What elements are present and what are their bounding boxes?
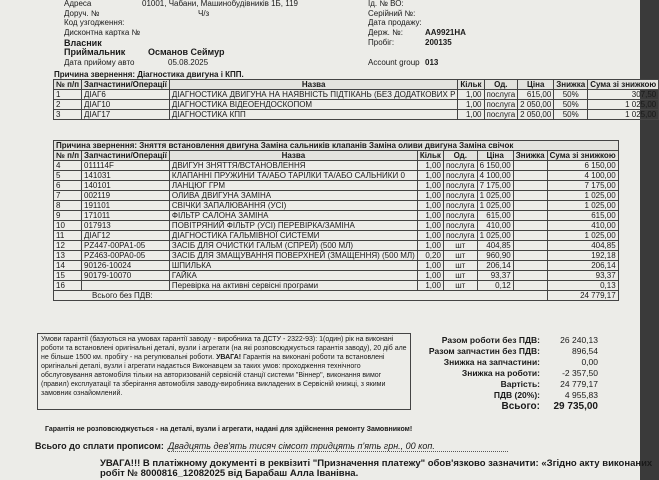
row-name: ОЛИВА ДВИГУНА ЗАМІНА (169, 191, 417, 201)
row-qty: 1,00 (417, 201, 443, 211)
row-discount (513, 231, 547, 241)
row-code: 017913 (82, 221, 170, 231)
row-price: 7 175,00 (477, 181, 513, 191)
row-discount: 50% (554, 90, 588, 100)
row-sum: 206,14 (547, 261, 618, 271)
row-discount (513, 171, 547, 181)
row-discount (513, 161, 547, 171)
row-sum: 615,00 (547, 211, 618, 221)
totals-value: 24 779,17 (560, 379, 598, 389)
sale-date-label: Дата продажу: (368, 18, 422, 27)
totals-value: 29 735,00 (553, 401, 598, 412)
row-qty: 1,00 (458, 90, 484, 100)
row-sum: 93,37 (547, 271, 618, 281)
table-row (54, 181, 619, 191)
total-in-words-label: Всього до сплати прописом: (35, 441, 164, 451)
address-label: Адреса (64, 0, 92, 8)
row-number: 9 (54, 211, 82, 221)
row-sum: 1 025,00 (547, 201, 618, 211)
totals-row (412, 402, 600, 413)
section1-reason: Причина звернення: Діагностика двигуна і КПП. (54, 70, 244, 79)
row-qty: 1,00 (417, 181, 443, 191)
row-name: ДІАГНОСТИКА ГАЛЬМІВНОЇ СИСТЕМИ (169, 231, 417, 241)
row-sum: 7 175,00 (547, 181, 618, 191)
row-code: PZ447-00PA1-05 (82, 241, 170, 251)
attention-line-1: УВАГА!!! В платіжному документі в реквізиті "Призначення платежу" обов'язково зазначити: «Згідно акту виконаних (100, 458, 653, 469)
account-group-label: Account group (368, 58, 420, 67)
row-qty: 1,00 (417, 191, 443, 201)
row-discount (513, 221, 547, 231)
owner-label: Власник (64, 38, 102, 48)
contract-label: Доруч. № (64, 9, 100, 18)
row-number: 2 (54, 100, 82, 110)
table-row (54, 261, 619, 271)
row-discount (513, 201, 547, 211)
totals-value: 0,00 (581, 357, 598, 367)
row-unit: послуга (443, 181, 477, 191)
table-row (54, 241, 619, 251)
row-number: 15 (54, 271, 82, 281)
totals-label: Всього: (501, 401, 540, 412)
row-unit: шт (443, 241, 477, 251)
col-price: Ціна (518, 80, 554, 90)
row-price: 1 025,00 (477, 191, 513, 201)
row-name: ПОВІТРЯНИЙ ФІЛЬТР (УСІ) ПЕРЕВІРКА/ЗАМІНА (169, 221, 417, 231)
row-name: СВІЧКИ ЗАПАЛЮВАННЯ (УСІ) (169, 201, 417, 211)
receiver-label: Приймальник (64, 47, 126, 57)
subtotal-label: Всього без ПДВ: (54, 291, 548, 301)
row-code: ДІАГ10 (82, 100, 170, 110)
row-discount (513, 211, 547, 221)
row-number: 1 (54, 90, 82, 100)
row-price: 615,00 (518, 90, 554, 100)
warranty-footnote: Гарантія не розповсюджується - на деталі, вузли і агрегати, надані для здійснення ремонту Замовником! (45, 426, 413, 433)
row-qty: 1,00 (417, 161, 443, 171)
row-price: 206,14 (477, 261, 513, 271)
row-discount (513, 261, 547, 271)
row-unit: послуга (443, 171, 477, 181)
row-number: 11 (54, 231, 82, 241)
row-qty: 1,00 (417, 221, 443, 231)
section2-table (53, 140, 619, 301)
col-discount: Знижка (554, 80, 588, 90)
totals-label: Знижка на запчастини: (443, 357, 540, 367)
row-unit: послуга (443, 221, 477, 231)
total-in-words-value: Двадцять дев'ять тисяч сімсот тридцять п'ять грн., 00 коп. (168, 441, 508, 452)
totals-table (412, 336, 600, 413)
row-sum: 1 025,00 (588, 100, 659, 110)
row-discount (513, 181, 547, 191)
row-qty: 1,00 (417, 231, 443, 241)
row-qty: 1,00 (417, 281, 443, 291)
row-price: 410,00 (477, 221, 513, 231)
warranty-text: Умови гарантії (базуються на умовах гарантії заводу - виробника та ДСТУ - 2322-93): 1(один) рік на виконані роботи та встановлені оригінальні деталі, вузли і агрегати (на які розповсюджується гарантія заводу), 20 діб але не більше 1500 км. пробігу - на регулювальні роботи. (41, 336, 407, 361)
row-discount (513, 281, 547, 291)
row-number: 5 (54, 171, 82, 181)
row-name: Перевірка на активні сервісні програми (169, 281, 417, 291)
warranty-box (37, 333, 411, 410)
row-price: 2 050,00 (518, 110, 554, 120)
row-discount (513, 251, 547, 261)
row-code: 171011 (82, 211, 170, 221)
row-sum: 4 100,00 (547, 171, 618, 181)
row-qty: 1,00 (417, 211, 443, 221)
row-code (82, 281, 170, 291)
col-qty: Кільк (458, 80, 484, 90)
col-sum: Сума зі знижкою (588, 80, 659, 90)
row-discount: 50% (554, 110, 588, 120)
totals-label: ПДВ (20%): (493, 390, 540, 400)
discount-card-label: Дисконтна картка № (64, 28, 141, 37)
row-price: 404,85 (477, 241, 513, 251)
row-price: 4 100,00 (477, 171, 513, 181)
row-code: 191101 (82, 201, 170, 211)
row-sum: 0,13 (547, 281, 618, 291)
totals-value: 4 955,83 (564, 390, 598, 400)
row-code: ДІАГ6 (82, 90, 170, 100)
col-price: Ціна (477, 151, 513, 161)
serial-label: Серійний №: (368, 9, 416, 18)
row-number: 16 (54, 281, 82, 291)
col-parts: Запчастини/Операції (82, 151, 170, 161)
row-sum: 1 025,00 (547, 231, 618, 241)
table-row (54, 100, 659, 110)
row-name: ДВИГУН ЗНЯТТЯ/ВСТАНОВЛЕННЯ (169, 161, 417, 171)
row-number: 8 (54, 201, 82, 211)
row-unit: шт (443, 261, 477, 271)
row-unit: шт (443, 281, 477, 291)
row-code: 141031 (82, 171, 170, 181)
row-code: ДІАГ12 (82, 231, 170, 241)
account-group-value: 013 (425, 58, 439, 67)
col-number: № п/п (54, 151, 82, 161)
row-unit: послуга (443, 231, 477, 241)
row-code: 002119 (82, 191, 170, 201)
table-row (54, 271, 619, 281)
row-unit: послуга (484, 100, 518, 110)
col-discount: Знижка (513, 151, 547, 161)
row-number: 12 (54, 241, 82, 251)
mileage-label: Пробіг: (368, 38, 395, 47)
totals-value: 26 240,13 (560, 335, 598, 345)
row-number: 4 (54, 161, 82, 171)
contract-value: Ч/з (198, 9, 210, 18)
row-unit: послуга (443, 201, 477, 211)
totals-label: Разом роботи без ПДВ: (441, 335, 540, 345)
table-row (54, 251, 619, 261)
row-code: 011114F (82, 161, 170, 171)
warranty-attention: УВАГА! (216, 354, 242, 361)
section2-reason: Причина звернення: Зняття встановлення двигуна Заміна сальників клапанів Заміна оливи двигуна Заміна свічок (54, 141, 619, 151)
row-name: ДІАГНОСТИКА ДВИГУНА НА НАЯВНІСТЬ ПІДТІКАНЬ (БЕЗ ДОДАТКОВИХ Р (169, 90, 458, 100)
row-sum: 1 025,00 (588, 110, 659, 120)
row-price: 93,37 (477, 271, 513, 281)
warranty-attention-text: Гарантія на виконані роботи та встановлені оригінальні деталі, вузли і агрегати надається Виконавцем за таких умов: проходження технічного обслуговування автомобіля тільки на авторизованій сервісній станції системи "Віннер", виконання вимог (правил) експлуатації та зберігання автомобіля заводу-виробника викладених в Сервісній книжці, з якими замовник ознайомлений. (41, 354, 386, 397)
plate-label: Держ. №: (368, 28, 403, 37)
col-name: Назва (169, 80, 458, 90)
attention-line-2: робіт № 8000816_12082025 від Барабаш Алла Іванівна. (100, 468, 359, 479)
row-name: ДІАГНОСТИКА КПП (169, 110, 458, 120)
row-discount (513, 241, 547, 251)
row-price: 1 025,00 (477, 231, 513, 241)
row-number: 14 (54, 261, 82, 271)
table-row (54, 281, 619, 291)
row-number: 6 (54, 181, 82, 191)
table-row (54, 221, 619, 231)
agreement-code-label: Код узгодження: (64, 18, 125, 27)
row-code: ДІАГ17 (82, 110, 170, 120)
row-qty: 1,00 (417, 241, 443, 251)
totals-value: 896,54 (572, 346, 598, 356)
totals-label: Вартість: (500, 379, 540, 389)
date-accepted-value: 05.08.2025 (168, 58, 209, 67)
col-parts: Запчастини/Операції (82, 80, 170, 90)
table-row (54, 110, 659, 120)
row-name: ЛАНЦЮГ ГРМ (169, 181, 417, 191)
row-price: 6 150,00 (477, 161, 513, 171)
table-row (54, 191, 619, 201)
col-qty: Кільк (417, 151, 443, 161)
subtotal-value: 24 779,17 (547, 291, 618, 301)
col-unit: Од. (443, 151, 477, 161)
row-qty: 0,20 (417, 251, 443, 261)
table-row (54, 161, 619, 171)
row-code: 90179-10070 (82, 271, 170, 281)
table-row (54, 90, 659, 100)
row-price: 615,00 (477, 211, 513, 221)
row-sum: 404,85 (547, 241, 618, 251)
row-sum: 192,18 (547, 251, 618, 261)
totals-label: Разом запчастин без ПДВ: (428, 346, 540, 356)
receiver-value: Османов Сеймур (148, 47, 225, 57)
table-row (54, 211, 619, 221)
id-label: Ід. № ВО: (368, 0, 404, 8)
row-name: ЗАСІБ ДЛЯ ОЧИСТКИ ГАЛЬМ (СПРЕЙ) (500 МЛ) (169, 241, 417, 251)
row-name: ФІЛЬТР САЛОНА ЗАМІНА (169, 211, 417, 221)
row-name: ГАЙКА (169, 271, 417, 281)
row-qty: 1,00 (458, 100, 484, 110)
table-row (54, 201, 619, 211)
row-qty: 1,00 (417, 271, 443, 281)
mileage-value: 200135 (425, 38, 452, 47)
col-number: № п/п (54, 80, 82, 90)
row-sum: 1 025,00 (547, 191, 618, 201)
row-discount (513, 271, 547, 281)
col-unit: Од. (484, 80, 518, 90)
row-number: 7 (54, 191, 82, 201)
row-unit: послуга (443, 191, 477, 201)
row-number: 10 (54, 221, 82, 231)
row-price: 2 050,00 (518, 100, 554, 110)
row-qty: 1,00 (417, 261, 443, 271)
row-code: 90126-10024 (82, 261, 170, 271)
row-unit: послуга (443, 161, 477, 171)
table-row (54, 231, 619, 241)
subtotal-row (54, 291, 619, 301)
totals-label: Знижка на роботи: (461, 368, 540, 378)
row-price: 0,12 (477, 281, 513, 291)
address-value: 01001, Чабани, Машинобудівників 1Б, 119 (142, 0, 298, 8)
row-unit: послуга (443, 211, 477, 221)
row-name: КЛАПАННІ ПРУЖИНИ ТА/АБО ТАРІЛКИ ТА/АБО САЛЬНИКИ 0 (169, 171, 417, 181)
row-number: 3 (54, 110, 82, 120)
row-sum: 6 150,00 (547, 161, 618, 171)
section1-table (53, 79, 659, 120)
row-sum: 410,00 (547, 221, 618, 231)
row-code: 140101 (82, 181, 170, 191)
col-name: Назва (169, 151, 417, 161)
row-number: 13 (54, 251, 82, 261)
row-qty: 1,00 (458, 110, 484, 120)
totals-value: -2 357,50 (562, 368, 598, 378)
date-accepted-label: Дата прийому авто (64, 58, 135, 67)
col-sum: Сума зі знижкою (547, 151, 618, 161)
row-name: ЗАСІБ ДЛЯ ЗМАЩУВАННЯ ПОВЕРХНЕЙ (ЗМАЩЕННЯ) (500 МЛ) (169, 251, 417, 261)
row-discount: 50% (554, 100, 588, 110)
row-unit: послуга (484, 110, 518, 120)
row-price: 1 025,00 (477, 201, 513, 211)
row-unit: послуга (484, 90, 518, 100)
row-discount (513, 191, 547, 201)
row-price: 960,90 (477, 251, 513, 261)
row-unit: шт (443, 271, 477, 281)
row-unit: шт (443, 251, 477, 261)
row-name: ДІАГНОСТИКА ВІДЕОЕНДОСКОПОМ (169, 100, 458, 110)
row-name: ШПИЛЬКА (169, 261, 417, 271)
plate-value: АА9921НА (425, 28, 466, 37)
row-sum: 307,50 (588, 90, 659, 100)
table-row (54, 171, 619, 181)
row-qty: 1,00 (417, 171, 443, 181)
row-code: PZ463-00PA0-05 (82, 251, 170, 261)
